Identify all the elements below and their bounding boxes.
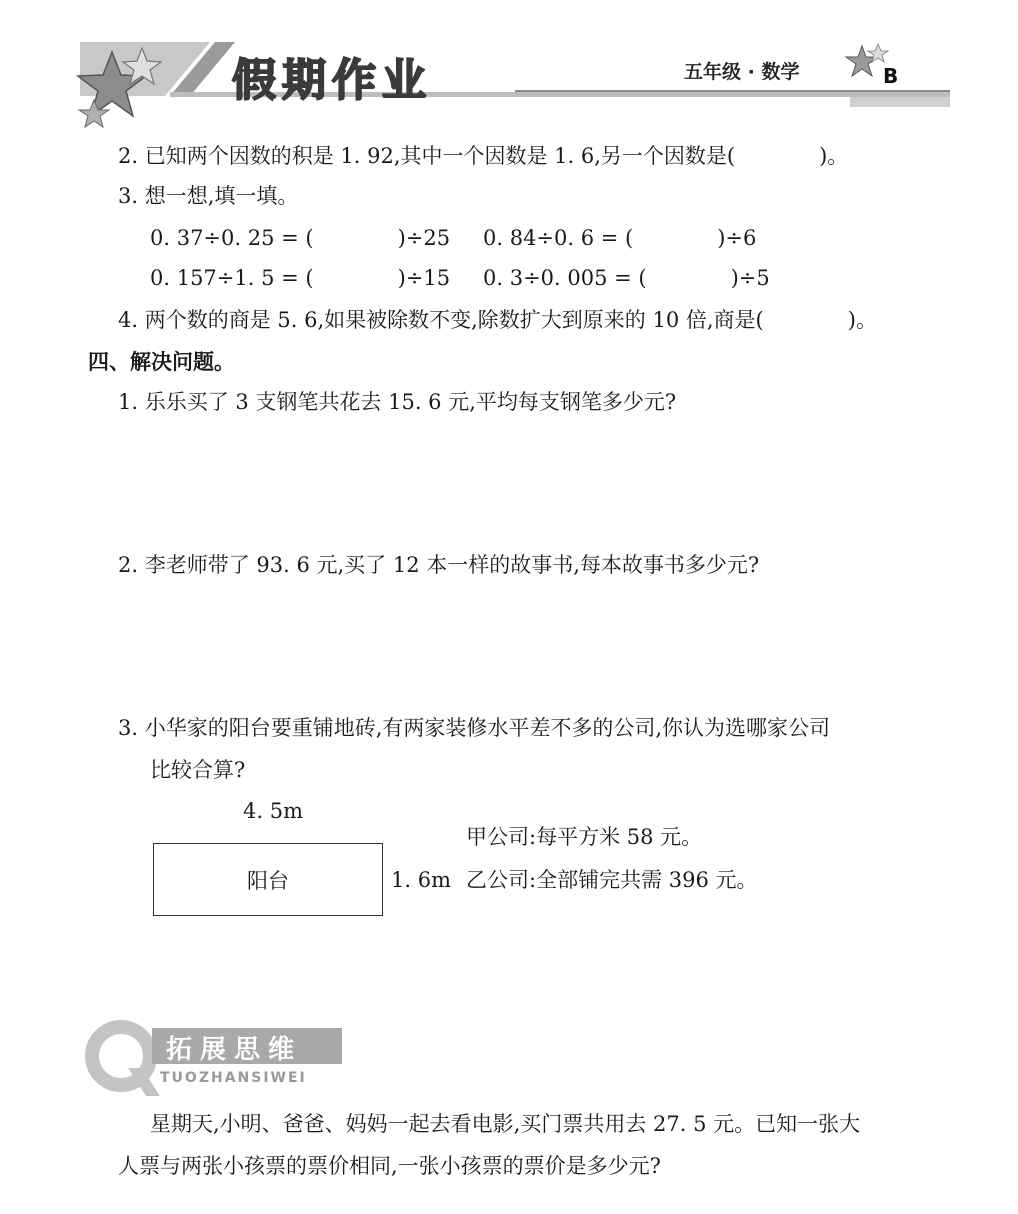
extension-text-line2: 人票与两张小孩票的票价相同,一张小孩票的票价是多少元? xyxy=(118,1154,661,1178)
balcony-height-label: 1. 6m xyxy=(391,868,451,892)
problem-1: 1. 乐乐买了 3 支钢笔共花去 15. 6 元,平均每支钢笔多少元? xyxy=(118,390,677,414)
star-logo-icon xyxy=(72,42,172,137)
section-heading-solve: 四、解决问题。 xyxy=(88,350,235,374)
q3-row1-right: 0. 84÷0. 6 = ( )÷6 xyxy=(483,226,757,250)
extension-title: 拓展思维 xyxy=(166,1035,303,1065)
problem-3-line1: 3. 小华家的阳台要重铺地砖,有两家装修水平差不多的公司,你认为选哪家公司 xyxy=(118,716,831,740)
q3-row2-right: 0. 3÷0. 005 = ( )÷5 xyxy=(483,266,770,290)
grade-subject-label: 五年级 · 数学 xyxy=(684,61,800,83)
problem-3-line2: 比较合算? xyxy=(150,758,246,782)
company-b-price: 乙公司:全部铺完共需 396 元。 xyxy=(466,868,758,892)
extension-subtitle: TUOZHANSIWEI xyxy=(160,1070,307,1086)
question-3-title: 3. 想一想,填一填。 xyxy=(118,184,299,208)
question-4: 4. 两个数的商是 5. 6,如果被除数不变,除数扩大到原来的 10 倍,商是( )。 xyxy=(118,308,877,332)
balcony-label: 阳台 xyxy=(247,868,289,893)
header-title: 假期作业 xyxy=(232,55,432,106)
version-letter: B xyxy=(883,64,899,88)
problem-2: 2. 李老师带了 93. 6 元,买了 12 本一样的故事书,每本故事书多少元? xyxy=(118,553,760,577)
balcony-width-label: 4. 5m xyxy=(243,799,303,823)
company-a-price: 甲公司:每平方米 58 元。 xyxy=(466,825,703,849)
q3-row2-left: 0. 157÷1. 5 = ( )÷15 xyxy=(150,266,451,290)
question-2: 2. 已知两个因数的积是 1. 92,其中一个因数是 1. 6,另一个因数是( )。 xyxy=(118,144,849,168)
q3-row1-left: 0. 37÷0. 25 = ( )÷25 xyxy=(150,226,451,250)
balcony-rectangle xyxy=(153,843,383,916)
extension-text-line1: 星期天,小明、爸爸、妈妈一起去看电影,买门票共用去 27. 5 元。已知一张大 xyxy=(150,1112,861,1136)
